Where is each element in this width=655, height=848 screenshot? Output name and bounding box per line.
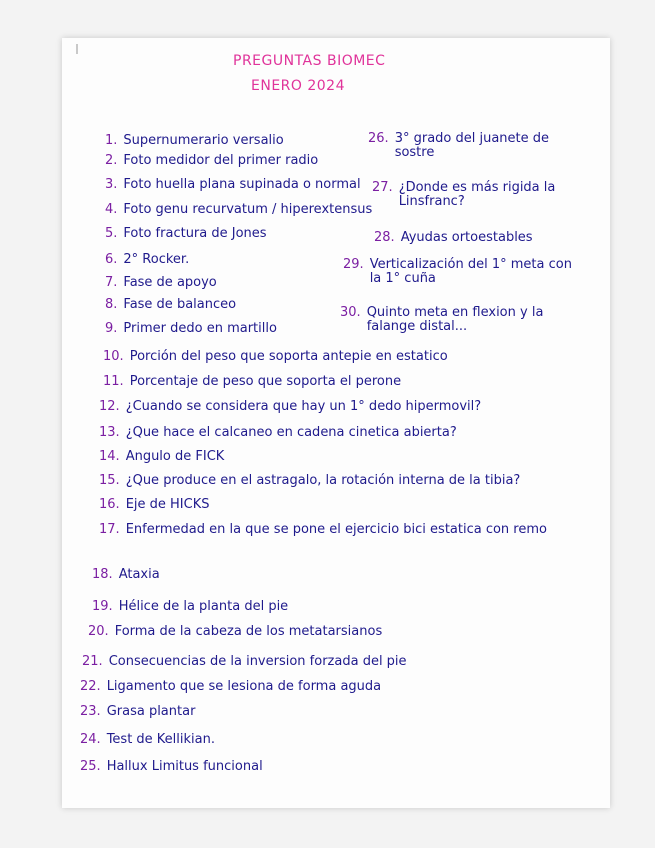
question-item: 24. Test de Kellikian. — [80, 732, 215, 747]
question-item: 15. ¿Que produce en el astragalo, la rotación interna de la tibia? — [99, 473, 521, 488]
question-item: 9. Primer dedo en martillo — [105, 321, 277, 336]
question-item: 17. Enfermedad en la que se pone el ejercicio bici estatica con remo — [99, 522, 547, 537]
question-item: 25. Hallux Limitus funcional — [80, 759, 263, 774]
question-item: 11. Porcentaje de peso que soporta el perone — [103, 374, 402, 389]
question-item: 22. Ligamento que se lesiona de forma aguda — [80, 679, 382, 694]
question-item: 3. Foto huella plana supinada o normal — [105, 177, 361, 192]
question-item: 6. 2° Rocker. — [105, 252, 190, 267]
question-item: 7. Fase de apoyo — [105, 275, 217, 290]
margin-mark — [76, 44, 78, 54]
question-item: 21. Consecuencias de la inversion forzada del pie — [82, 654, 407, 669]
question-item: 29. Verticalización del 1° meta con la 1° cuña — [343, 257, 572, 286]
question-item: 1. Supernumerario versalio — [105, 133, 284, 148]
question-item: 8. Fase de balanceo — [105, 297, 237, 312]
question-item: 19. Hélice de la planta del pie — [92, 599, 289, 614]
question-item: 30. Quinto meta en flexion y la falange distal... — [340, 305, 544, 334]
question-item: 10. Porción del peso que soporta antepie en estatico — [103, 349, 448, 364]
question-item: 4. Foto genu recurvatum / hiperextensus — [105, 202, 373, 217]
question-item: 27. ¿Donde es más rigida la Linsfranc? — [372, 180, 556, 209]
question-item: 28. Ayudas ortoestables — [374, 230, 533, 245]
question-item: 5. Foto fractura de Jones — [105, 226, 267, 241]
question-item: 20. Forma de la cabeza de los metatarsianos — [88, 624, 383, 639]
question-item: 18. Ataxia — [92, 567, 160, 582]
title-line-1: PREGUNTAS BIOMEC — [233, 53, 386, 69]
question-item: 14. Angulo de FICK — [99, 449, 225, 464]
question-item: 23. Grasa plantar — [80, 704, 196, 719]
question-item: 26. 3° grado del juanete de sostre — [368, 131, 550, 160]
title-line-2: ENERO 2024 — [251, 78, 345, 94]
question-item: 13. ¿Que hace el calcaneo en cadena cinetica abierta? — [99, 425, 457, 440]
question-item: 16. Eje de HICKS — [99, 497, 210, 512]
question-item: 2. Foto medidor del primer radio — [105, 153, 319, 168]
question-item: 12. ¿Cuando se considera que hay un 1° dedo hipermovil? — [99, 399, 482, 414]
